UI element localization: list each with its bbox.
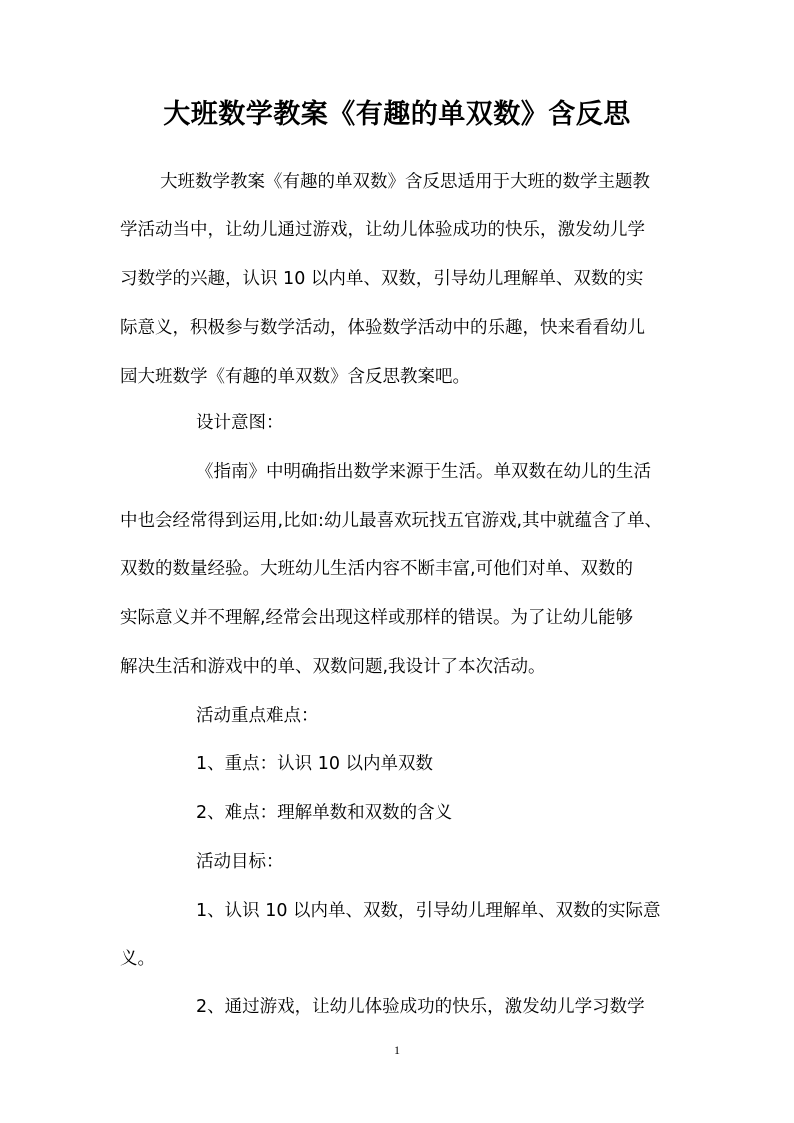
- paragraph-line: 中也会经常得到运用,比如:幼儿最喜欢玩找五官游戏,其中就蕴含了单、: [120, 511, 663, 531]
- paragraph-line: 园大班数学《有趣的单双数》含反思教案吧。: [120, 367, 470, 387]
- paragraph-line: 实际意义并不理解,经常会出现这样或那样的错误。为了让幼儿能够: [120, 608, 634, 628]
- list-item: 1、认识 10 以内单、双数，引导幼儿理解单、双数的实际意: [196, 901, 661, 921]
- paragraph-line: 学活动当中，让幼儿通过游戏，让幼儿体验成功的快乐，激发幼儿学: [120, 220, 645, 240]
- list-item: 1、重点：认识 10 以内单双数: [196, 754, 434, 774]
- section-heading: 活动目标：: [196, 852, 284, 872]
- document-title: 大班数学教案《有趣的单双数》含反思: [163, 99, 631, 130]
- paragraph-line: 双数的数量经验。大班幼儿生活内容不断丰富,可他们对单、双数的: [120, 559, 634, 579]
- list-item: 2、通过游戏，让幼儿体验成功的快乐，激发幼儿学习数学: [196, 997, 645, 1017]
- paragraph-line: 际意义，积极参与数学活动，体验数学活动中的乐趣，快来看看幼儿: [120, 318, 645, 338]
- paragraph-line: 大班数学教案《有趣的单双数》含反思适用于大班的数学主题教: [160, 172, 650, 192]
- paragraph-line: 《指南》中明确指出数学来源于生活。单双数在幼儿的生活: [196, 462, 651, 482]
- list-item-continuation: 义。: [120, 949, 155, 969]
- list-item: 2、难点：理解单数和双数的含义: [196, 803, 453, 823]
- paragraph-line: 习数学的兴趣，认识 10 以内单、双数，引导幼儿理解单、双数的实: [120, 269, 644, 289]
- section-heading: 设计意图：: [196, 413, 284, 433]
- section-heading: 活动重点难点：: [196, 706, 319, 726]
- page-number: 1: [394, 1043, 400, 1057]
- paragraph-line: 解决生活和游戏中的单、双数问题,我设计了本次活动。: [120, 657, 546, 677]
